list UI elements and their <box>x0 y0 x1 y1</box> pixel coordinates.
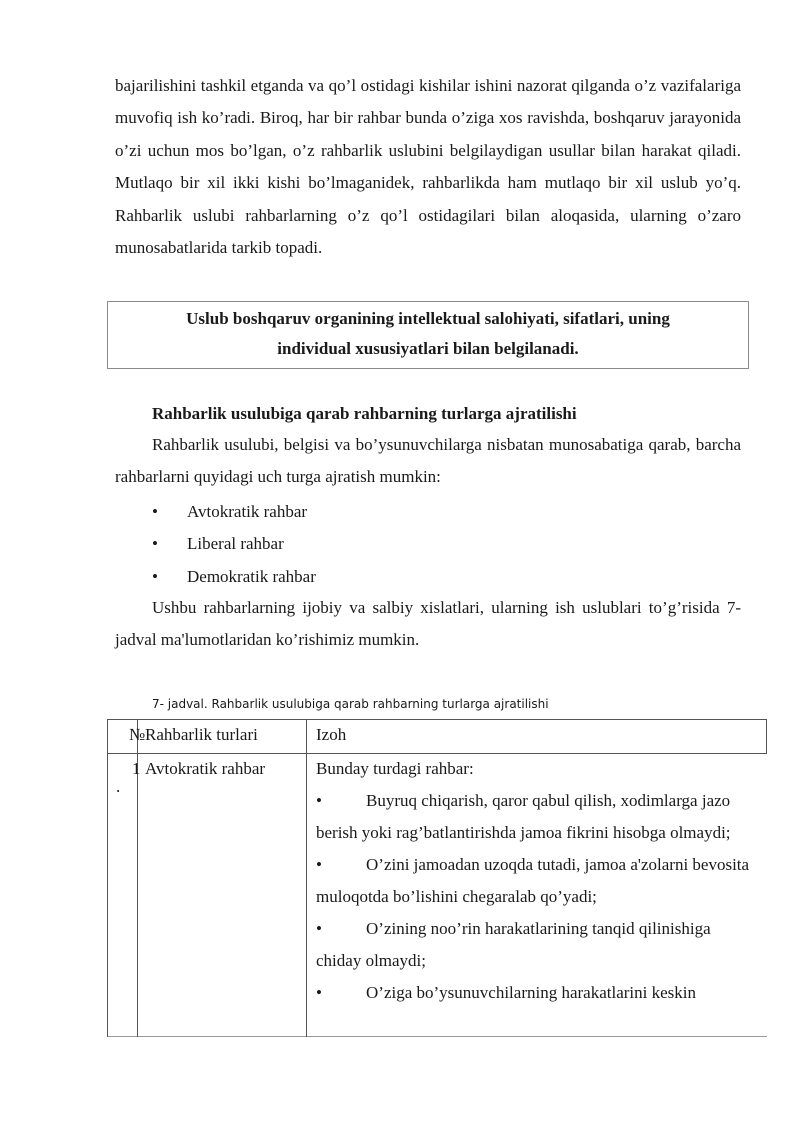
table-border-bottom <box>107 1036 767 1037</box>
header-type: Rahbarlik turlari <box>145 725 258 744</box>
row-note-list <box>316 785 751 1009</box>
list-item <box>316 977 751 1009</box>
list-item-text: Liberal rahbar <box>187 534 284 554</box>
header-num: № <box>129 725 146 744</box>
intro-paragraph: bajarilishini tashkil etganda va qo’l ostidagi kishilar ishini nazorat qilganda o’z vazifalariga muvofiq ish ko’radi. Biroq, har bir rahbar bunda o’ziga xos ravishda, boshqaruv jarayonida o’zi uchun mos bo’lgan, o’z rahbarlik uslubini belgilaydigan usullar bilan harakat qiladi. Mutlaqo bir xil ikki kishi bo’lmaganidek, rahbarlikda ham mutlaqo bir xil uslub yo’q. Rahbarlik uslubi rahbarlarning o’z qo’l ostidagilari bilan aloqasida, ularning o’zaro munosabatlarida tarkib topadi. <box>115 76 741 258</box>
table-border-top <box>107 719 767 720</box>
table-border-left <box>107 719 108 1037</box>
header-note: Izoh <box>316 725 347 744</box>
list-item-text: Buyruq chiqarish, qaror qabul qilish, xodimlarga jazo berish yoki rag’batlantirishda jamoa fikrini hisobga olmaydi; <box>316 791 731 842</box>
table-col-divider-2 <box>306 719 307 1037</box>
list-item-text: O’ziga bo’ysunuvchilarning harakatlarini keskin <box>366 983 696 1002</box>
bullet-icon: • <box>316 919 322 938</box>
quote-text: Uslub boshqaruv organining intellektual salohiyati, sifatlari, uning individual xususiyatlari bilan belgilanadi. <box>186 309 670 358</box>
leader-types-list <box>152 496 316 593</box>
row-num-dot: . <box>116 777 121 796</box>
bullet-icon: • <box>316 983 322 1002</box>
row-num: 1 <box>132 759 141 778</box>
bullet-icon: • <box>316 791 322 810</box>
list-item <box>152 528 316 560</box>
table-border-right <box>766 719 767 754</box>
list-item-text: O’zini jamoadan uzoqda tutadi, jamoa a'zolarni bevosita muloqotda bo’lishini chegaralab qo’yadi; <box>316 855 750 906</box>
list-item-text: O’zining noo’rin harakatlarining tanqid qilinishiga chiday olmaydi; <box>316 919 711 970</box>
row-note-intro: Bunday turdagi rahbar: <box>316 759 474 778</box>
bullet-icon: • <box>316 855 322 874</box>
row-type: Avtokratik rahbar <box>145 759 266 778</box>
bullet-icon: • <box>152 502 158 521</box>
list-item <box>316 913 751 977</box>
list-item <box>316 849 751 913</box>
bullet-icon: • <box>152 534 158 554</box>
section-paragraph: Rahbarlik usulubi, belgisi va bo’ysunuvchilarga nisbatan munosabatiga qarab, barcha rahbarlarni quyidagi uch turga ajratish mumkin: <box>115 435 741 487</box>
list-item <box>152 561 316 593</box>
table-caption: 7- jadval. Rahbarlik usulubiga qarab rahbarning turlarga ajratilishi <box>152 697 549 711</box>
closing-paragraph: Ushbu rahbarlarning ijobiy va salbiy xislatlari, ularning ish uslublari to’g’risida 7- jadval ma'lumotlaridan ko’rishimiz mumkin. <box>115 598 741 650</box>
list-item <box>316 785 751 849</box>
bullet-icon: • <box>152 566 158 586</box>
section-heading: Rahbarlik usulubiga qarab rahbarning turlarga ajratilishi <box>152 404 577 423</box>
list-item-text: Avtokratik rahbar <box>187 502 308 521</box>
list-item-text: Demokratik rahbar <box>187 566 316 586</box>
list-item <box>152 496 316 528</box>
quote-box <box>107 301 749 369</box>
table-header-divider <box>107 753 767 754</box>
